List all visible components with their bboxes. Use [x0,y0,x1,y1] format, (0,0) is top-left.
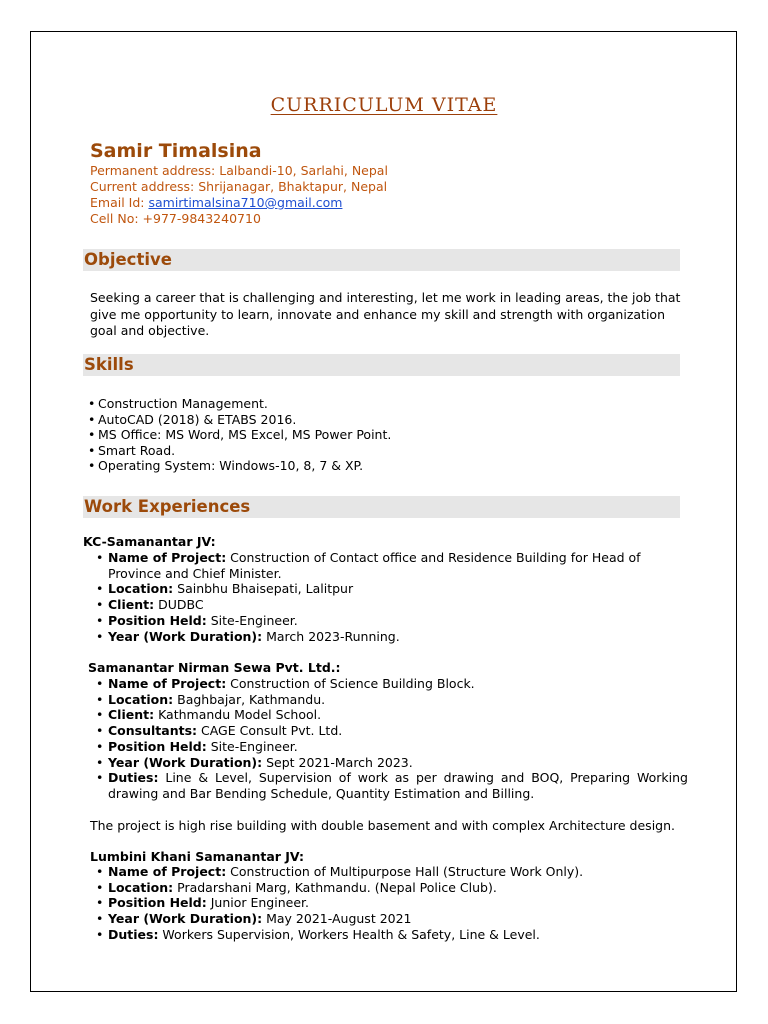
job-detail-item [96,895,688,911]
job-detail-item [96,911,688,927]
detail-value: Site-Engineer. [206,612,298,628]
job-detail-item [96,755,688,771]
detail-value: Construction of Contact office and Residence Building for Head of Province and Chief Minister. [108,550,641,581]
detail-label: Consultants: [108,723,198,739]
detail-value: Pradarshani Marg, Kathmandu. (Nepal Police Club). [173,879,497,895]
detail-value: March 2023-Running. [262,628,400,644]
detail-value: Construction of Science Building Block. [226,676,475,691]
objective-heading-bar [83,249,680,271]
detail-value: CAGE Consult Pvt. Ltd. [197,723,343,739]
detail-label: Location: [108,879,174,895]
current-address: Current address: Shrijanagar, Bhaktapur, Nepal [90,179,388,194]
detail-label: Position Held: [108,895,207,911]
job-detail-item [96,707,688,723]
email-link[interactable]: samirtimalsina710@gmail.com [148,195,343,210]
detail-label: Name of Project: [108,676,227,691]
objective-heading: Objective [84,250,172,269]
detail-value: Baghbajar, Kathmandu. [173,691,326,707]
objective-text: Seeking a career that is challenging and interesting, let me work in leading areas, the job that give me opportunity to learn, innovate and enhance my skill and strength with organization goal and objective. [90,290,681,338]
job-details [96,676,688,802]
job-details [96,550,688,644]
detail-value: Site-Engineer. [206,738,298,754]
job-details [96,864,688,943]
job-detail-item [96,581,688,597]
document-title [0,94,768,116]
detail-value: Sainbhu Bhaisepati, Lalitpur [173,581,354,597]
detail-label: Position Held: [108,738,207,754]
project-note: The project is high rise building with double basement and with complex Architecture design. [90,818,675,833]
detail-value: Workers Supervision, Workers Health & Safety, Line & Level. [158,926,540,942]
company-name: KC-Samanantar JV: [83,534,216,549]
skills-heading-bar [83,354,680,376]
work-heading-bar [83,496,680,518]
detail-value: DUDBC [154,597,204,613]
detail-label: Year (Work Duration): [108,754,263,770]
cell-number: Cell No: +977-9843240710 [90,211,261,226]
detail-value: Sept 2021-March 2023. [262,754,413,770]
detail-label: Name of Project: [108,864,227,879]
detail-label: Name of Project: [108,550,227,565]
detail-value: Line & Level, Supervision of work as per drawing and BOQ, Preparing Working drawing and Bar Bending Schedule, Quantity Estimation and Billing. [108,770,688,801]
job-detail-item [96,723,688,739]
email-label: Email Id: [90,195,149,210]
detail-label: Client: [108,707,155,723]
company-name: Samanantar Nirman Sewa Pvt. Ltd.: [88,660,341,675]
skills-list [88,396,391,474]
job-detail-item [96,613,688,629]
detail-label: Position Held: [108,612,207,628]
skill-item: • MS Office: MS Word, MS Excel, MS Power Point. [88,427,391,443]
job-detail-item [96,880,688,896]
job-detail-item [96,629,688,645]
job-detail-item [96,927,688,943]
job-detail-item [96,739,688,755]
detail-label: Location: [108,691,174,707]
company-name: Lumbini Khani Samanantar JV: [90,849,305,864]
detail-label: Year (Work Duration): [108,628,263,644]
detail-label: Duties: [108,926,159,942]
detail-value: May 2021-August 2021 [262,911,412,927]
document-title-text: CURRICULUM VITAE [270,94,498,116]
detail-label: Client: [108,597,155,613]
skills-heading: Skills [84,355,134,374]
detail-label: Duties: [108,770,159,786]
skill-item: • Operating System: Windows-10, 8, 7 & XP. [88,458,391,474]
detail-value: Kathmandu Model School. [154,707,322,723]
job-detail-item [96,692,688,708]
skill-item: • AutoCAD (2018) & ETABS 2016. [88,412,391,428]
detail-label: Year (Work Duration): [108,911,263,927]
job-detail-item [96,864,688,880]
detail-value: Construction of Multipurpose Hall (Structure Work Only). [226,864,584,879]
permanent-address: Permanent address: Lalbandi-10, Sarlahi, Nepal [90,163,388,178]
job-detail-item [96,550,688,581]
detail-label: Location: [108,581,174,597]
job-detail-item [96,676,688,692]
job-detail-item [96,770,688,801]
email-line [90,195,342,211]
skill-item: • Construction Management. [88,396,391,412]
skill-item: • Smart Road. [88,443,391,459]
detail-value: Junior Engineer. [206,895,309,911]
work-heading: Work Experiences [84,497,251,516]
job-detail-item [96,597,688,613]
person-name: Samir Timalsina [90,140,262,162]
